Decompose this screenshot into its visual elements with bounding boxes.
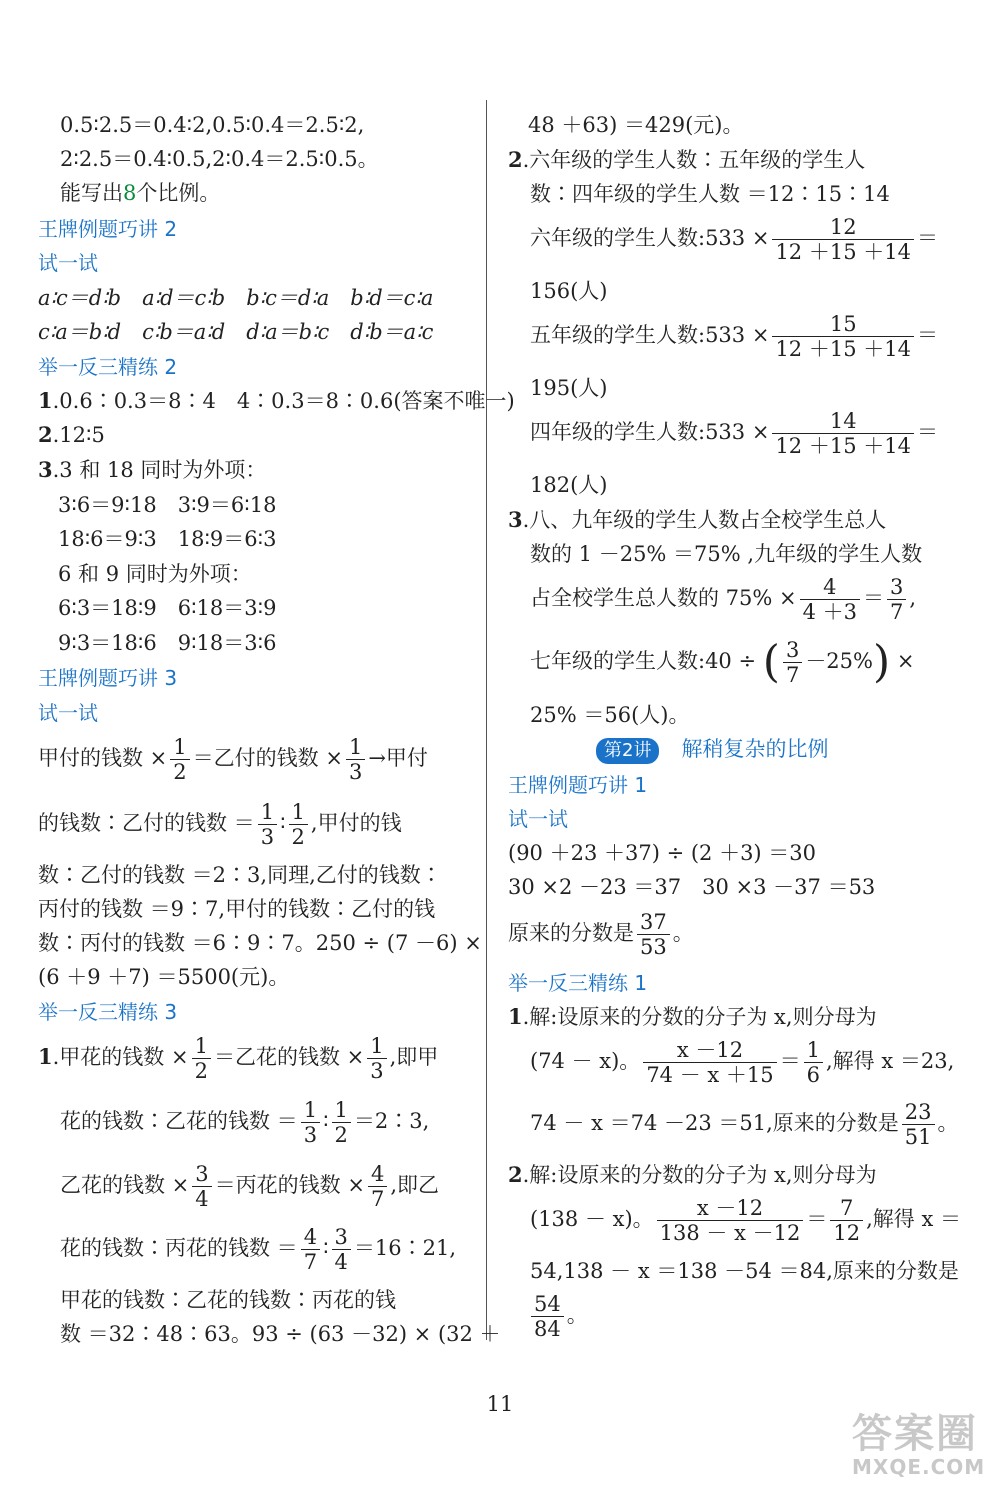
fraction: $\frac{x -12}{74 - x +15}$: [643, 1038, 776, 1087]
column-divider: [486, 100, 487, 1340]
answer-line: 6∶3＝18∶9 6∶18＝3∶9: [58, 596, 277, 620]
equation-line: 花的钱数∶丙花的钱数 ＝ $\frac{4}{7}$ ∶ $\frac{3}{4}$ ＝16∶21,: [60, 1225, 457, 1274]
answer-line: 48 ＋63) ＝429(元)。: [528, 113, 744, 137]
fraction: $\frac{1}{2}$: [192, 1034, 211, 1083]
equation-line: 六年级的学生人数:533 × $\frac{12}{12 +15 +14}$ ＝: [530, 215, 938, 264]
equation-line: 乙花的钱数 × $\frac{3}{4}$ ＝丙花的钱数 × $\frac{4}{7}$ ,即乙: [60, 1162, 439, 1211]
fraction: $\frac{3}{7}$: [887, 575, 906, 624]
section-heading: 举一反三精练 3: [38, 1000, 178, 1024]
answer-line: c∶a＝b∶d c∶b＝a∶d d∶a＝b∶c d∶b＝a∶c: [38, 320, 434, 344]
answer-line: 数∶四年级的学生人数 ＝12∶15∶14: [530, 182, 890, 206]
fraction: $\frac{3}{4}$: [192, 1162, 211, 1211]
page-number: 11: [486, 1392, 514, 1416]
answer-line: 25% ＝56(人)。: [530, 703, 690, 727]
answer-line: 3∶6＝9∶18 3∶9＝6∶18: [58, 493, 277, 517]
fraction: $\frac{1}{3}$: [346, 735, 365, 784]
watermark-logo: 答案圈 MXQE.COM: [852, 1411, 986, 1479]
answer-line: 9∶3＝18∶6 9∶18＝3∶6: [58, 631, 277, 655]
section-heading: 试一试: [38, 251, 98, 275]
equation-line: 七年级的学生人数:40 ÷ ( $\frac{3}{7}$ －25%) ×: [530, 636, 915, 688]
equation-line: 四年级的学生人数:533 × $\frac{14}{12 +15 +14}$ ＝: [530, 409, 938, 458]
equation-line: 74 － x ＝74 －23 ＝51,原来的分数是 $\frac{23}{51}$ 。: [530, 1100, 959, 1149]
fraction: $\frac{1}{3}$: [258, 800, 277, 849]
lesson-heading: 第2讲 解稍复杂的比例: [596, 734, 828, 764]
fraction: $\frac{37}{53}$: [637, 910, 670, 959]
answer-line: (6 ＋9 ＋7) ＝5500(元)。: [38, 965, 290, 989]
answer-line: 数∶丙付的钱数 ＝6∶9∶7。250 ÷ (7 －6) ×: [38, 931, 482, 955]
answer-line: 6 和 9 同时为外项：: [58, 562, 252, 586]
answer-line: 18∶6＝9∶3 18∶9＝6∶3: [58, 527, 277, 551]
answer-line: 1.解:设原来的分数的分子为 x,则分母为: [508, 1004, 877, 1029]
equation-line: 的钱数∶乙付的钱数 ＝ $\frac{1}{3}$ ∶ $\frac{1}{2}$ ,甲付的钱: [38, 800, 402, 849]
answer-line: 2.12∶5: [38, 422, 105, 447]
fraction: $\frac{1}{3}$: [367, 1034, 386, 1083]
answer-line: 2∶2.5＝0.4∶0.5,2∶0.4＝2.5∶0.5。: [60, 147, 379, 171]
section-heading: 王牌例题巧讲 3: [38, 666, 178, 690]
lesson-tag: 第2讲: [596, 738, 659, 764]
equation-line: 甲付的钱数 × $\frac{1}{2}$ ＝乙付的钱数 × $\frac{1}{3}$ →甲付: [38, 735, 428, 784]
answer-line: 0.5∶2.5＝0.4∶2,0.5∶0.4＝2.5∶2,: [60, 113, 365, 137]
fraction: $\frac{1}{6}$: [804, 1038, 823, 1087]
answer-line: a∶c＝d∶b a∶d＝c∶b b∶c＝d∶a b∶d＝c∶a: [38, 286, 434, 310]
equation-line: 花的钱数∶乙花的钱数 ＝ $\frac{1}{3}$ ∶ $\frac{1}{2}$ ＝2∶3,: [60, 1098, 430, 1147]
fraction: $\frac{12}{12 +15 +14}$: [772, 215, 914, 264]
fraction: $\frac{4}{4 +3}$: [800, 575, 860, 624]
fraction: $\frac{54}{84}$: [531, 1292, 564, 1341]
answer-line: 182(人): [530, 473, 608, 497]
section-heading: 举一反三精练 1: [508, 971, 648, 995]
answer-line: 54,138 － x ＝138 －54 ＝84,原来的分数是: [530, 1259, 959, 1283]
fraction: $\frac{3}{7}$: [783, 638, 802, 687]
answer-line: 能写出8个比例。: [60, 181, 221, 205]
fraction: $\frac{23}{51}$: [902, 1100, 935, 1149]
answer-line: (90 ＋23 ＋37) ÷ (2 ＋3) ＝30: [508, 841, 817, 865]
answer-line: 数 ＝32∶48∶63。93 ÷ (63 －32) × (32 ＋: [60, 1322, 501, 1346]
answer-line: 1.0.6∶0.3＝8∶4 4∶0.3＝8∶0.6(答案不唯一): [38, 388, 515, 413]
equation-line: 原来的分数是 $\frac{37}{53}$ 。: [508, 910, 694, 959]
fraction: $\frac{15}{12 +15 +14}$: [772, 312, 914, 361]
fraction: $\frac{1}{2}$: [289, 800, 308, 849]
fraction: $\frac{7}{12}$: [830, 1196, 863, 1245]
fraction: $\frac{x -12}{138 - x -12}$: [657, 1196, 804, 1245]
answer-line: 数∶乙付的钱数 ＝2∶3,同理,乙付的钱数∶: [38, 863, 442, 887]
answer-line: 2.六年级的学生人数∶五年级的学生人: [508, 147, 866, 172]
section-heading: 举一反三精练 2: [38, 355, 178, 379]
fraction: $\frac{1}{2}$: [332, 1098, 351, 1147]
fraction: $\frac{4}{7}$: [368, 1162, 387, 1211]
fraction: $\frac{4}{7}$: [301, 1225, 320, 1274]
answer-line: 195(人): [530, 376, 608, 400]
answer-line: 3.八、九年级的学生人数占全校学生总人: [508, 507, 887, 532]
equation-line: $\frac{54}{84}$ 。: [528, 1292, 588, 1341]
equation-line: (138 － x)。 $\frac{x -12}{138 - x -12}$ ＝ $\frac{7}{12}$ ,解得 x ＝: [530, 1196, 961, 1245]
answer-line: 2.解:设原来的分数的分子为 x,则分母为: [508, 1162, 877, 1187]
equation-line: 占全校学生总人数的 75% × $\frac{4}{4 +3}$ ＝ $\frac{3}{7}$ ,: [530, 575, 917, 624]
equation-line: 1.甲花的钱数 × $\frac{1}{2}$ ＝乙花的钱数 × $\frac{1}{3}$ ,即甲: [38, 1034, 439, 1083]
equation-line: (74 － x)。 $\frac{x -12}{74 - x +15}$ ＝ $\frac{1}{6}$ ,解得 x ＝23,: [530, 1038, 955, 1087]
section-heading: 王牌例题巧讲 1: [508, 773, 648, 797]
answer-line: 丙付的钱数 ＝9∶7,甲付的钱数∶乙付的钱: [38, 897, 436, 921]
section-heading: 试一试: [508, 807, 568, 831]
answer-line: 甲花的钱数∶乙花的钱数∶丙花的钱: [60, 1288, 396, 1312]
section-heading: 王牌例题巧讲 2: [38, 217, 178, 241]
fraction: $\frac{1}{3}$: [301, 1098, 320, 1147]
equation-line: 五年级的学生人数:533 × $\frac{15}{12 +15 +14}$ ＝: [530, 312, 938, 361]
fraction: $\frac{1}{2}$: [170, 735, 189, 784]
fraction: $\frac{3}{4}$: [332, 1225, 351, 1274]
answer-line: 数的 1 －25% ＝75% ,九年级的学生人数: [530, 542, 923, 566]
answer-line: 30 ×2 －23 ＝37 30 ×3 －37 ＝53: [508, 875, 876, 899]
section-heading: 试一试: [38, 701, 98, 725]
answer-line: 3.3 和 18 同时为外项：: [38, 457, 267, 482]
answer-line: 156(人): [530, 279, 608, 303]
fraction: $\frac{14}{12 +15 +14}$: [772, 409, 914, 458]
